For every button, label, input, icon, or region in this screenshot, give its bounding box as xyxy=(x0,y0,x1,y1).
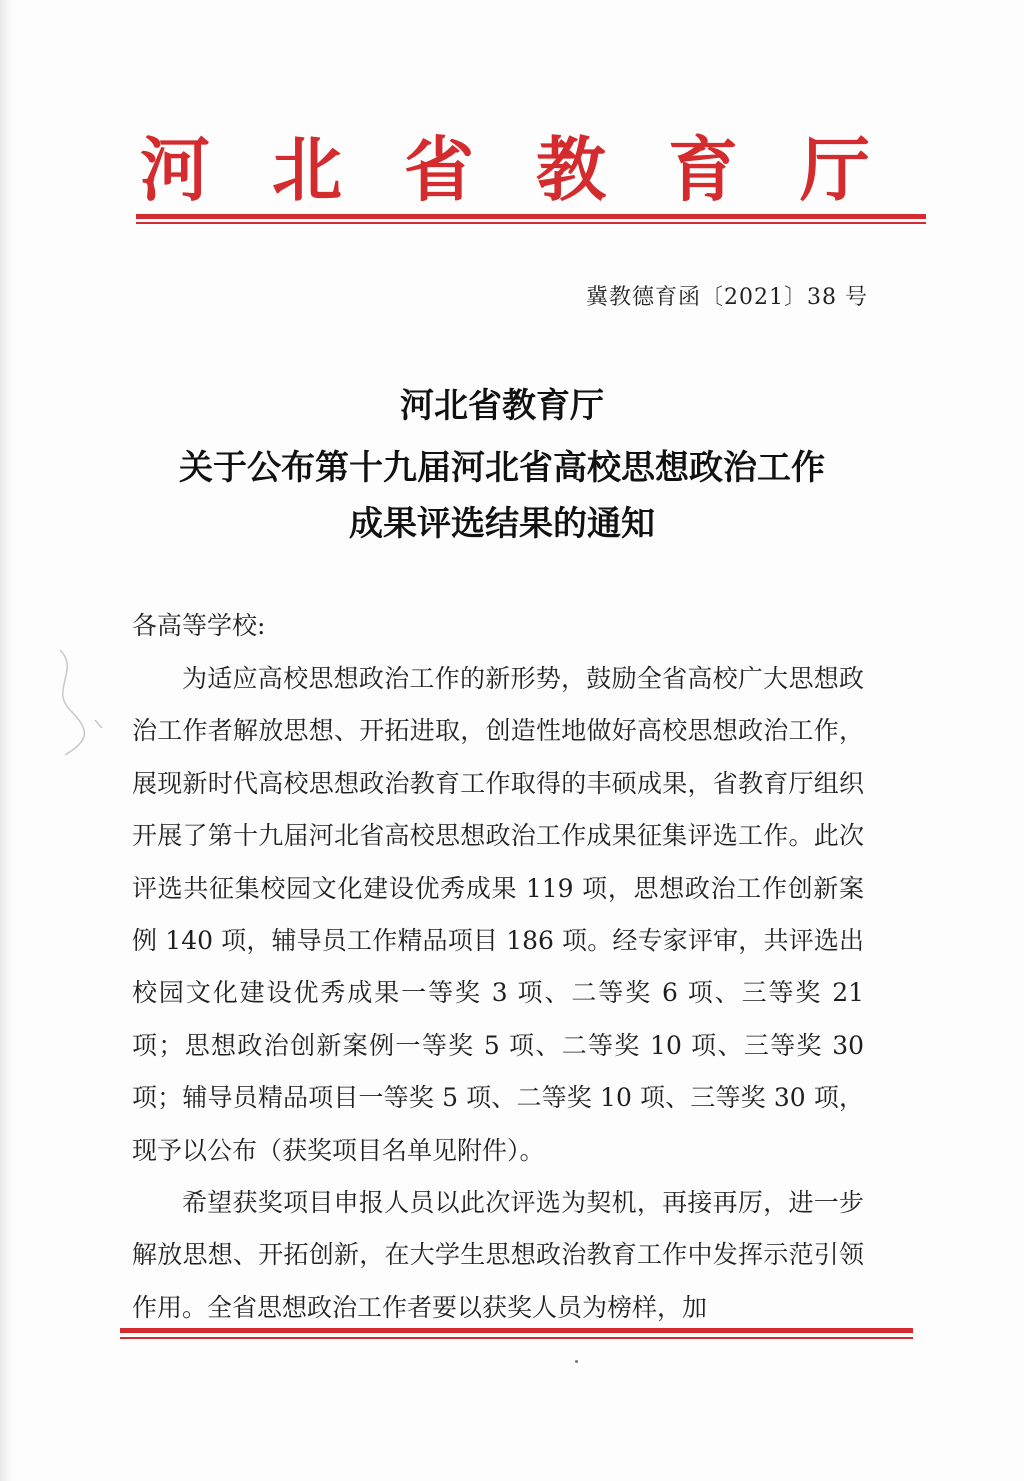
body-text xyxy=(132,653,864,1334)
header-divider-thin xyxy=(136,222,926,224)
letterhead-char: 育 xyxy=(668,128,738,211)
letterhead-char: 省 xyxy=(404,128,474,211)
footer-divider-thin xyxy=(120,1337,913,1339)
body-paragraph: 为适应高校思想政治工作的新形势，鼓励全省高校广大思想政治工作者解放思想、开拓进取，创造性地做好高校思想政治工作，展现新时代高校思想政治教育工作取得的丰硕成果，省教育厅组织开展了第十九届河北省高校思想政治工作成果征集评选工作。此次评选共征集校园文化建设优秀成果 119 项，思想政治工作创新案例 140 项，辅导员工作精品项目 186 项。经专家评审，共评选出校园文化建设优秀成果一等奖 3 项、二等奖 6 项、三等奖 21 项；思想政治创新案例一等奖 5 项、二等奖 10 项、三等奖 30 项；辅导员精品项目一等奖 5 项、二等奖 10 项、三等奖 30 项，现予以公布（获奖项目名单见附件）。 xyxy=(132,664,864,1165)
letterhead-char: 北 xyxy=(272,128,342,211)
letterhead-char: 河 xyxy=(140,128,210,211)
notice-title-line-3: 成果评选结果的通知 xyxy=(349,504,655,544)
scan-speck xyxy=(575,1360,578,1363)
notice-title-line-2: 关于公布第十九届河北省高校思想政治工作 xyxy=(179,448,825,488)
letterhead-char: 教 xyxy=(536,128,606,211)
footer-divider-thick xyxy=(120,1328,913,1333)
letterhead-char: 厅 xyxy=(800,128,870,211)
body-paragraph: 希望获奖项目申报人员以此次评选为契机，再接再厉，进一步解放思想、开拓创新，在大学生思想政治教育工作中发挥示范引领作用。全省思想政治工作者要以获奖人员为榜样，加 xyxy=(132,1188,864,1322)
pen-mark-icon xyxy=(40,640,120,760)
scan-edge xyxy=(0,0,12,1481)
salutation: 各高等学校: xyxy=(132,611,266,640)
header-divider-thick xyxy=(136,214,926,219)
notice-title-line-1: 河北省教育厅 xyxy=(400,386,604,426)
letterhead xyxy=(140,130,870,210)
document-number: 冀教德育函〔2021〕38 号 xyxy=(586,285,868,310)
